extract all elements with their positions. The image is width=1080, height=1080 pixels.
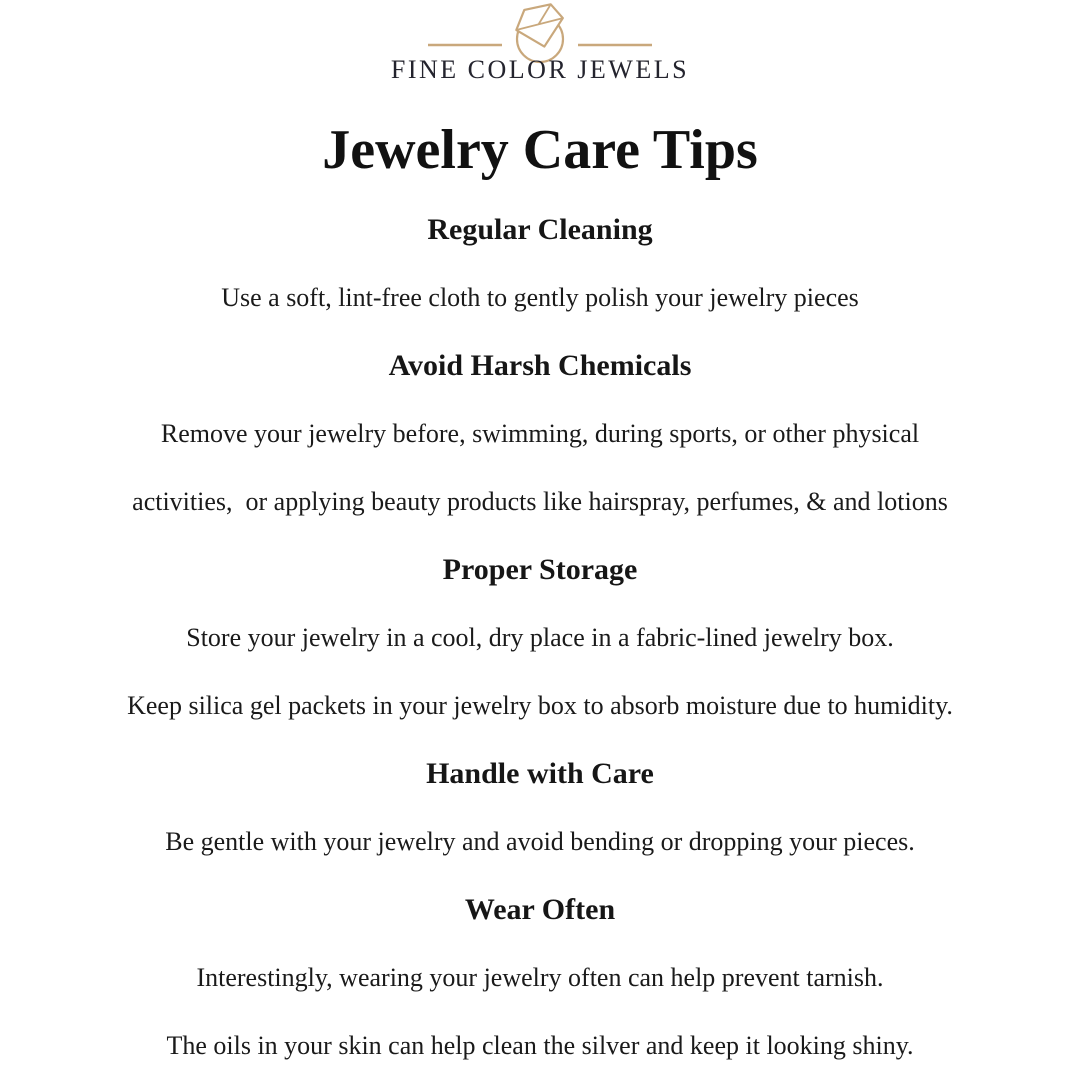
section-line: Interestingly, wearing your jewelry often can help prevent tarnish. <box>196 963 884 992</box>
tips-content <box>0 196 1080 1080</box>
page-title: Jewelry Care Tips <box>322 119 758 181</box>
section-heading: Regular Cleaning <box>427 213 653 246</box>
section-line: Be gentle with your jewelry and avoid bending or dropping your pieces. <box>165 827 915 856</box>
section-heading: Proper Storage <box>442 553 638 586</box>
section-heading: Handle with Care <box>426 757 654 790</box>
section-heading: Avoid Harsh Chemicals <box>388 349 692 382</box>
section-line: Keep silica gel packets in your jewelry box to absorb moisture due to humidity. <box>127 691 953 720</box>
section-line: Store your jewelry in a cool, dry place in a fabric-lined jewelry box. <box>186 623 894 652</box>
section-line: The oils in your skin can help clean the silver and keep it looking shiny. <box>166 1031 914 1060</box>
section-line: activities, or applying beauty products like hairspray, perfumes, & and lotions <box>132 487 948 516</box>
section-line: Use a soft, lint-free cloth to gently polish your jewelry pieces <box>221 283 859 312</box>
section-line: Remove your jewelry before, swimming, during sports, or other physical <box>160 419 920 448</box>
brand-name: FINE COLOR JEWELS <box>390 55 690 84</box>
section-heading: Wear Often <box>464 893 616 926</box>
